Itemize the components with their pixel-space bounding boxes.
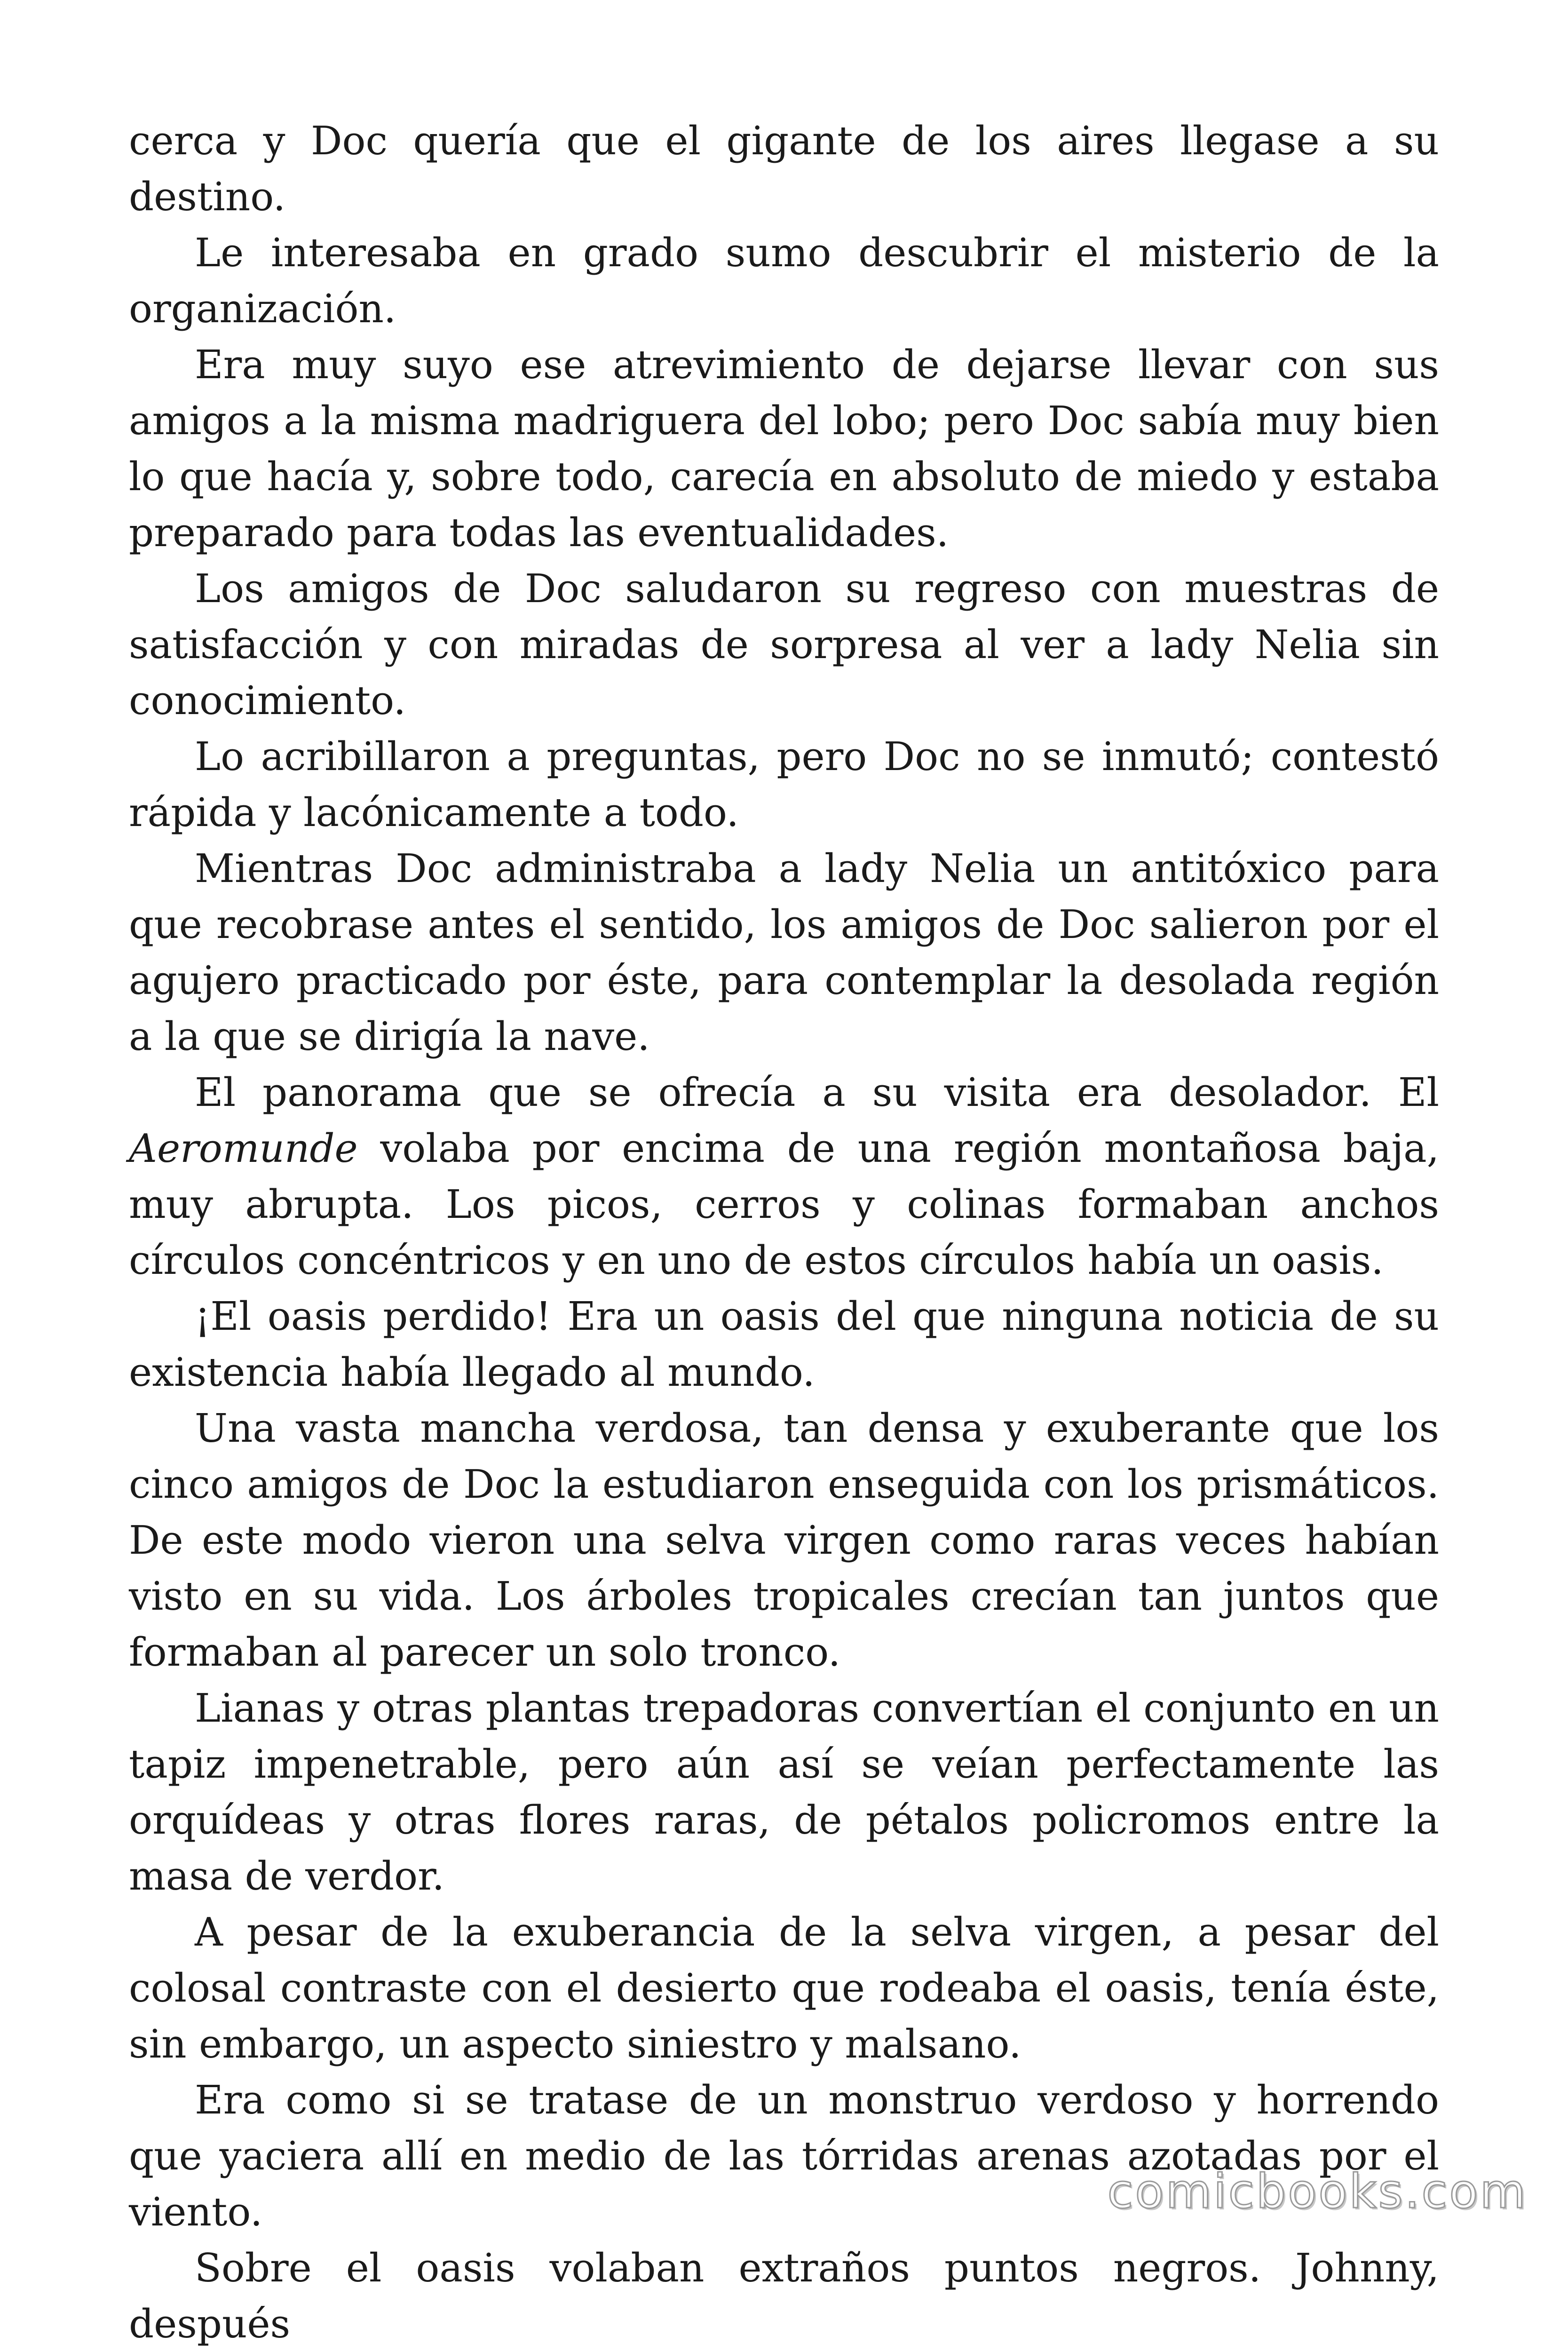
- paragraph-11: A pesar de la exuberancia de la selva virgen, a pesar del colosal contraste con el desierto que rodeaba el oasis, tenía éste, sin embargo, un aspecto siniestro y malsano.: [129, 1909, 1439, 2067]
- paragraph-8: ¡El oasis perdido! Era un oasis del que ninguna noticia de su existencia había llegado al mundo.: [129, 1294, 1439, 1395]
- paragraph-6: Mientras Doc administraba a lady Nelia un antitóxico para que recobrase antes el sentido, los amigos de Doc salieron por el agujero practicado por éste, para contemplar la desolada región a la que se dirigía la nave.: [129, 846, 1439, 1059]
- paragraph-7-end: volaba por encima de una región montañosa baja, muy abrupta. Los picos, cerros y colinas formaban anchos círculos concéntricos y en uno de estos círculos había un oasis.: [129, 1126, 1439, 1283]
- paragraph-1: cerca y Doc quería que el gigante de los aires llegase a su destino.: [129, 118, 1439, 220]
- page-body: [129, 113, 1439, 2352]
- paragraph-9: Una vasta mancha verdosa, tan densa y exuberante que los cinco amigos de Doc la estudiaron enseguida con los prismáticos. De este modo vieron una selva virgen como raras veces habían visto en su vida. Los árboles tropicales crecían tan juntos que formaban al parecer un solo tronco.: [129, 1406, 1439, 1675]
- paragraph-13: Sobre el oasis volaban extraños puntos negros. Johnny, después: [129, 2245, 1439, 2347]
- watermark-logo: comicbooks.com: [1107, 2164, 1528, 2219]
- paragraph-10: Lianas y otras plantas trepadoras convertían el conjunto en un tapiz impenetrable, pero aún así se veían perfectamente las orquídeas y otras flores raras, de pétalos policromos entre la masa de verdor.: [129, 1685, 1439, 1899]
- paragraph-4: Los amigos de Doc saludaron su regreso con muestras de satisfacción y con miradas de sorpresa al ver a lady Nelia sin conocimiento.: [129, 566, 1439, 723]
- paragraph-2: Le interesaba en grado sumo descubrir el misterio de la organización.: [129, 230, 1439, 332]
- paragraph-3: Era muy suyo ese atrevimiento de dejarse llevar con sus amigos a la misma madriguera del lobo; pero Doc sabía muy bien lo que hacía y, sobre todo, carecía en absoluto de miedo y estaba preparado para todas las eventualidades.: [129, 342, 1439, 556]
- paragraph-5: Lo acribillaron a preguntas, pero Doc no se inmutó; contestó rápida y lacónicamente a todo.: [129, 734, 1439, 835]
- paragraph-12: Era como si se tratase de un monstruo verdoso y horrendo que yaciera allí en medio de las tórridas arenas azotadas por el viento.: [129, 2077, 1439, 2235]
- paragraph-7: [129, 1065, 1439, 1288]
- paragraph-7-start: El panorama que se ofrecía a su visita era desolador. El: [195, 1070, 1439, 1115]
- ship-name: Aeromunde: [129, 1126, 358, 1171]
